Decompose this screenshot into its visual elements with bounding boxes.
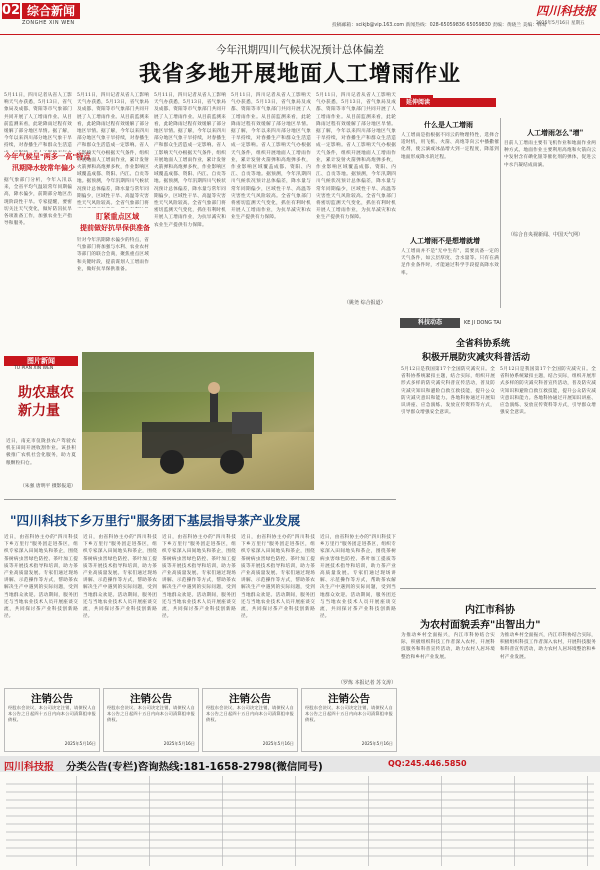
page-header (0, 0, 600, 35)
photo-caption: 近日，南充市仪陇县农户驾驶农机在田间开展收割作业。该县积极推广农机社会化服务，助力夏粮颗粒归仓。 (6, 439, 76, 466)
lead-headline: 我省多地开展地面人工增雨作业 (138, 61, 461, 87)
classified-brand: 四川科技报 (4, 762, 54, 773)
notice-body: 经股东会决议，本公司决定注销，请债权人自本公告之日起四十五日内向本公司清算组申报债权。 (206, 705, 294, 722)
header-info: 投稿邮箱：scikjb@vip.163.com 新闻热线：028-65059836 65059830 责编：黄晓兰 美编：韩易 (332, 23, 547, 28)
lead-body-col4: 5月11日，四川记者从省人工影响天气办获悉，5月13日，省气象局及成都、资阳等市气象部门共同开展了人工增雨作业。从目前监测来看，此轮降雨过程有效缓解了部分地区旱情。据了解，今年以来四川部分地区气象干旱持续，对春播生产和群众生活造成一定影响。省人工影响天气办根据天气条件，组织开展地面人工增雨作业，累计发射火箭弹和高炮弹多枚，作业影响区域覆盖成都、资阳、内江、自贡等地。据预测，今年汛期四川气候状况预计总体偏差，降水量与常年同期偏少，区域性干旱、高温等灾害性天气风险较高。全省气象部门将密切监测天气变化，抓住有利时机开展人工增雨作业，为抗旱减灾和农业生产提供有力保障。 (231, 93, 311, 221)
feature-body-col3: 近日，由省科协主办的"四川科技下乡万里行"服务团走进茶区，组织专家深入田间地头和茶企，围绕茶树病虫害绿色防控、茶叶加工提质等开展技术指导和培训，助力茶产业高质量发展。专家们通过现场讲解、示范操作等方式，帮助茶农解决生产中遇到的实际问题，受到当地群众欢迎。活动期间，服务团还与当地农业技术人员开展座谈交流，共同探讨茶产业科技创新路径。 (162, 535, 236, 620)
photo-tag-en: TU PIAN XIN WEN (14, 366, 54, 371)
notice-card (301, 688, 397, 752)
sidebar-a2: 人工增雨并不是"无中生有"，需要具备一定的天气条件，如云层厚度、含水量等。只有在满足作业条件时，才能通过科学手段提高降水效率。 (401, 249, 499, 276)
feature-body-col1: 近日，由省科协主办的"四川科技下乡万里行"服务团走进茶区，组织专家深入田间地头和茶企，围绕茶树病虫害绿色防控、茶叶加工提质等开展技术指导和培训，助力茶产业高质量发展。专家们通过现场讲解、示范操作等方式，帮助茶农解决生产中遇到的实际问题，受到当地群众欢迎。活动期间，服务团还与当地农业技术人员开展座谈交流，共同探讨茶产业科技创新路径。 (4, 535, 78, 620)
section2-headline-b: 积极开展防灾减灾科普活动 (422, 353, 531, 363)
notice-card (103, 688, 199, 752)
notice-card (4, 688, 100, 752)
lead-body-col2: 5月11日，四川记者从省人工影响天气办获悉，5月13日，省气象局及成都、资阳等市气象部门共同开展了人工增雨作业。从目前监测来看，此轮降雨过程有效缓解了部分地区旱情。据了解，今年以来四川部分地区气象干旱持续，对春播生产和群众生活造成一定影响。省人工影响天气办根据天气条件，组织开展地面人工增雨作业，累计发射火箭弹和高炮弹多枚，作业影响区域覆盖成都、资阳、内江、自贡等地。据预测，今年汛期四川气候状况预计总体偏差，降水量与常年同期偏少，区域性干旱、高温等灾害性天气风险较高。全省气象部门将 (77, 93, 149, 207)
sub2-title: 盯紧重点区域 (96, 212, 140, 221)
sidebar-q3: 人工增雨怎么"增" (527, 128, 584, 137)
lead-body-col3: 5月11日，四川记者从省人工影响天气办获悉，5月13日，省气象局及成都、资阳等市气象部门共同开展了人工增雨作业。从目前监测来看，此轮降雨过程有效缓解了部分地区旱情。据了解，今年以来四川部分地区气象干旱持续，对春播生产和群众生活造成一定影响。省人工影响天气办根据天气条件，组织开展地面人工增雨作业，累计发射火箭弹和高炮弹多枚，作业影响区域覆盖成都、资阳、内江、自贡等地。据预测，今年汛期四川气候状况预计总体偏差，降水量与常年同期偏少，区域性干旱、高温等灾害性天气风险较高。全省气象部门将密切监测天气变化，抓住有利时机开展人工增雨作业，为抗旱减灾和农业生产提供有力保障。 (154, 93, 226, 228)
sidebar-a3: 目前人工增雨主要有飞机作业和地面作业两种方式。地面作业主要利用高炮和火箭向云中发射含有碘化银等催化剂的弹体，促进云中水汽凝结成雨滴。 (504, 141, 596, 168)
inner-headline-b: 为农村面貌丢弃"出智出力" (420, 620, 541, 631)
classified-text-lines (4, 776, 596, 866)
notices-row (4, 688, 396, 752)
lead-body-col1: 5月11日，四川记者从省人工影响天气办获悉，5月13日，省气象局及成都、资阳等市气象部门共同开展了人工增雨作业。从目前监测来看，此轮降雨过程有效缓解了部分地区旱情。据了解，今年以来四川部分地区气象干旱持续，对春播生产和群众生活造 (4, 93, 72, 149)
notice-title: 注销公告 (328, 693, 370, 705)
inner-body-col2: 为推动乡村全面振兴，内江市科协结合实际，积极组织科技工作者深入农村，开展科技服务和科普宣传活动，助力农村人居环境整治和乡村产业发展。 (500, 633, 596, 660)
feature-body-col4: 近日，由省科协主办的"四川科技下乡万里行"服务团走进茶区，组织专家深入田间地头和茶企，围绕茶树病虫害绿色防控、茶叶加工提质等开展技术指导和培训，助力茶产业高质量发展。专家们通过现场讲解、示范操作等方式，帮助茶农解决生产中遇到的实际问题，受到当地群众欢迎。活动期间，服务团还与当地农业技术人员开展座谈交流，共同探讨茶产业科技创新路径。 (241, 535, 315, 620)
notice-title: 注销公告 (31, 693, 73, 705)
section2-tag-label: 科技动态 (417, 319, 442, 326)
feature-byline: （罗炼 本报记者 苏文涛） (338, 680, 397, 686)
page-number: 02 (2, 3, 21, 18)
harvester-photo (82, 352, 314, 490)
feature-body-col5: 近日，由省科协主办的"四川科技下乡万里行"服务团走进茶区，组织专家深入田间地头和茶企，围绕茶树病虫害绿色防控、茶叶加工提质等开展技术指导和培训，助力茶产业高质量发展。专家们通过现场讲解、示范操作等方式，帮助茶农解决生产中遇到的实际问题，受到当地群众欢迎。活动期间，服务团还与当地农业技术人员开展座谈交流，共同探讨茶产业科技创新路径。 (320, 535, 396, 620)
notice-body: 经股东会决议，本公司决定注销，请债权人自本公告之日起四十五日内向本公司清算组申报债权。 (8, 705, 96, 722)
notice-title: 注销公告 (130, 693, 172, 705)
masthead: 四川科技报 (536, 4, 597, 18)
harvester-illustration (82, 352, 314, 490)
sidebar-q1: 什么是人工增雨 (424, 120, 473, 129)
notice-body: 经股东会决议，本公司决定注销，请债权人自本公告之日起四十五日内向本公司清算组申报债权。 (305, 705, 393, 722)
photo-title: 助农惠农 新力量 (18, 385, 74, 419)
classified-grid (4, 776, 596, 866)
classified-text: 分类公告(专栏)咨询热线:181-1658-2798(微信同号) (66, 761, 323, 773)
sidebar-source: （综合自央视新闻、中国天气网） (508, 232, 584, 238)
section-title-en: ZONGHE XIN WEN (22, 20, 75, 26)
notice-date: 2025年5月16日 (262, 741, 294, 746)
lead-byline: （姚尧 综合报道） (344, 300, 386, 306)
notice-date: 2025年5月16日 (361, 741, 393, 746)
section2-tag-en: KE JI DONG TAI (464, 320, 502, 326)
inner-body-col1: 为推动乡村全面振兴，内江市科协结合实际，积极组织科技工作者深入农村，开展科技服务和科普宣传活动，助力农村人居环境整治和乡村产业发展。 (401, 633, 495, 660)
photo-credit: （朱强 唐明平 摄影报道） (20, 484, 76, 489)
photo-tag-label: 图片新闻 (27, 357, 55, 365)
lead-kicker: 今年汛期四川气候状况预计总体偏差 (216, 44, 384, 56)
divider-inner (400, 588, 596, 589)
divider-feature (4, 499, 396, 500)
sidebar-divider (500, 118, 501, 308)
photo-tag (4, 356, 78, 366)
section2-body-col1: 5月12日是我国第17个全国防灾减灾日。全省科协系统紧扣主题，结合实际，组织开展形式多样的防灾减灾科普宣传活动，普及防灾减灾知识和避险自救互救技能，提升公众防灾减灾意识和能力。各地科协通过开展知识讲座、应急演练、发放宣传资料等方式，引导群众增强安全意识。 (401, 367, 495, 416)
lead-body-col5: 5月11日，四川记者从省人工影响天气办获悉，5月13日，省气象局及成都、资阳等市气象部门共同开展了人工增雨作业。从目前监测来看，此轮降雨过程有效缓解了部分地区旱情。据了解，今年以来四川部分地区气象干旱持续，对春播生产和群众生活造成一定影响。省人工影响天气办根据天气条件，组织开展地面人工增雨作业，累计发射火箭弹和高炮弹多枚，作业影响区域覆盖成都、资阳、内江、自贡等地。据预测，今年汛期四川气候状况预计总体偏差，降水量与常年同期偏少，区域性干旱、高温等灾害性天气风险较高。全省气象部门将密切监测天气变化，抓住有利时机开展人工增雨作业，为抗旱减灾和农业生产提供有力保障。 (316, 93, 396, 221)
sidebar-tag-label: 延伸阅读 (406, 99, 431, 106)
sub1-body: 据气象部门分析，今年入汛以来，全省平均气温较常年同期偏高，降水偏少，前期部分地区出现阶段性干旱。专家提醒，要密切关注天气变化，做好防汛抗旱各项准备工作，加强农业生产指导和服务。 (4, 178, 72, 227)
inner-headline-a: 内江市科协 (465, 605, 515, 616)
section2-headline-a: 全省科协系统 (456, 339, 511, 349)
sidebar-a1: 人工增雨是指根据不同云的物理特性，选择合适时机，用飞机、火箭、高炮等向云中播撒催化剂，使云滴或冰晶增大到一定程度，降落到地面形成降水的过程。 (401, 133, 499, 160)
sub1-title: 今年气候呈"两多一高"特点 (4, 152, 91, 161)
sidebar-q2: 人工增雨不是想增就增 (410, 236, 480, 245)
sub2-subtitle: 提前做好抗旱保供准备 (80, 224, 150, 232)
section2-body-col2: 5月12日是我国第17个全国防灾减灾日。全省科协系统紧扣主题，结合实际，组织开展形式多样的防灾减灾科普宣传活动，普及防灾减灾知识和避险自救互救技能，提升公众防灾减灾意识和能力。各地科协通过开展知识讲座、应急演练、发放宣传资料等方式，引导群众增强安全意识。 (500, 367, 596, 416)
section-title: 综合新闻 (22, 3, 80, 19)
notice-title: 注销公告 (229, 693, 271, 705)
notice-date: 2025年5月16日 (64, 741, 96, 746)
feature-headline: "四川科技下乡万里行"服务团下基层指导茶产业发展 (10, 513, 301, 528)
notice-card (202, 688, 298, 752)
feature-body-col2: 近日，由省科协主办的"四川科技下乡万里行"服务团走进茶区，组织专家深入田间地头和茶企，围绕茶树病虫害绿色防控、茶叶加工提质等开展技术指导和培训，助力茶产业高质量发展。专家们通过现场讲解、示范操作等方式，帮助茶农解决生产中遇到的实际问题，受到当地群众欢迎。活动期间，服务团还与当地农业技术人员开展座谈交流，共同探讨茶产业科技创新路径。 (83, 535, 157, 620)
notice-date: 2025年5月16日 (163, 741, 195, 746)
sidebar-tag (400, 98, 496, 107)
section2-tag (400, 318, 460, 328)
sub2-body: 针对今年汛期降水偏少的特点，省气象部门将加强与水利、农业农村等部门的联合会商，聚焦重点区域和关键时段，提前谋划人工增雨作业，做好抗旱保供准备。 (77, 238, 149, 272)
sub1-subtitle: 汛期降水较常年偏少 (12, 164, 75, 172)
classified-qq: QQ:245.446.5850 (388, 759, 467, 768)
masthead-date: 2025年5月16日 星期五 (536, 21, 585, 26)
notice-body: 经股东会决议，本公司决定注销，请债权人自本公告之日起四十五日内向本公司清算组申报债权。 (107, 705, 195, 722)
